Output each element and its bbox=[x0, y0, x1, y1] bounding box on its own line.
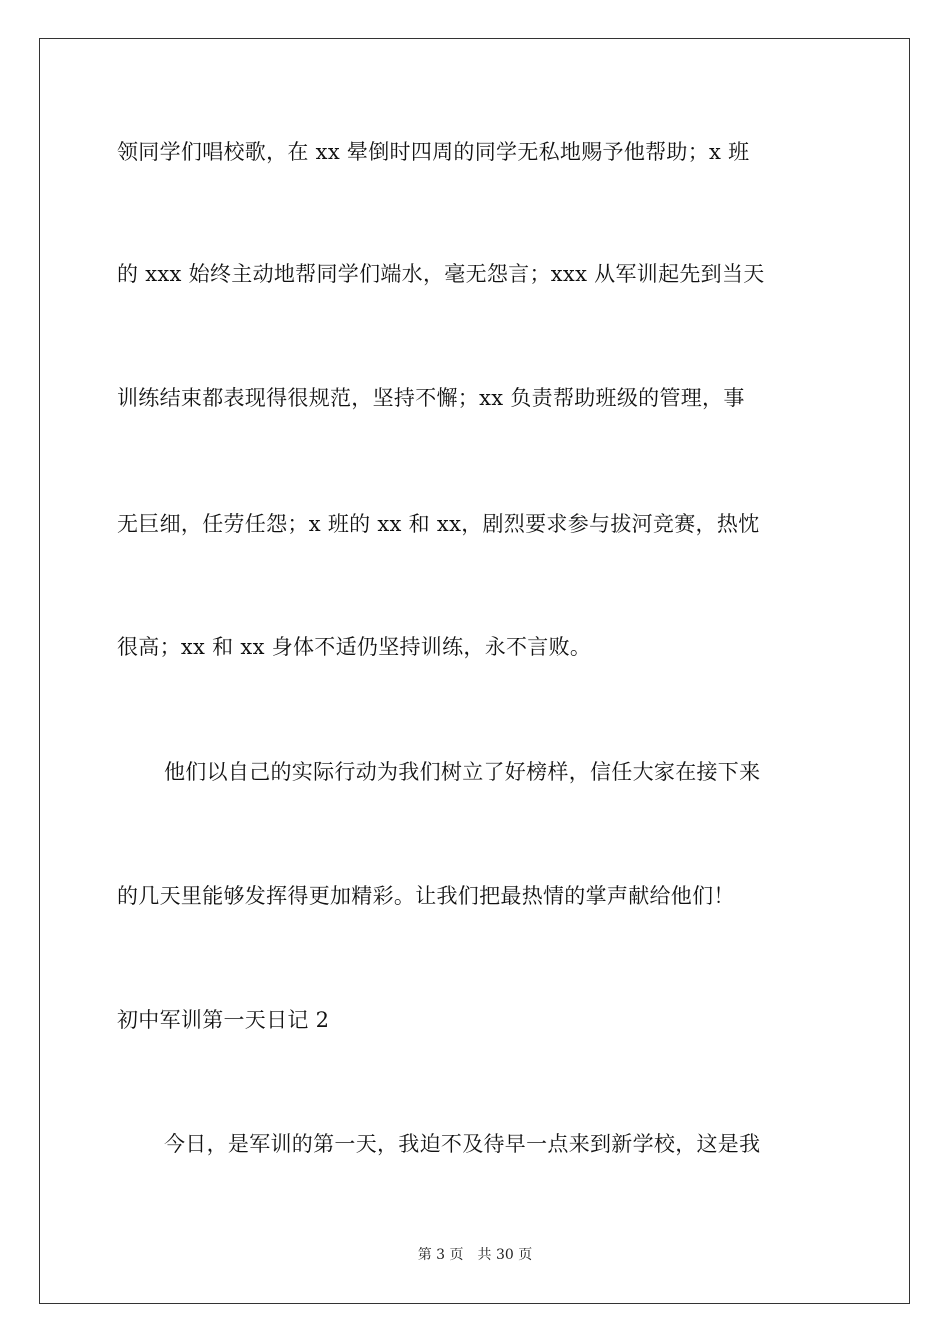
paragraph-line: 领同学们唱校歌，在 xx 晕倒时四周的同学无私地赐予他帮助；x 班 bbox=[117, 140, 750, 164]
page-number: 第 3 页 bbox=[417, 1247, 464, 1263]
paragraph-line: 无巨细，任劳任怨；x 班的 xx 和 xx，剧烈要求参与拔河竞赛，热忱 bbox=[117, 512, 760, 536]
paragraph-line: 的 xxx 始终主动地帮同学们端水，毫无怨言；xxx 从军训起先到当天 bbox=[117, 262, 765, 286]
paragraph-line: 他们以自己的实际行动为我们树立了好榜样，信任大家在接下来 bbox=[164, 760, 761, 784]
section-heading: 初中军训第一天日记 2 bbox=[117, 1008, 330, 1032]
page-total: 共 30 页 bbox=[477, 1247, 533, 1263]
page-footer bbox=[0, 1246, 950, 1264]
paragraph-line: 很高；xx 和 xx 身体不适仍坚持训练，永不言败。 bbox=[117, 635, 592, 659]
page-border bbox=[39, 38, 910, 1304]
paragraph-line: 的几天里能够发挥得更加精彩。让我们把最热情的掌声献给他们！ bbox=[117, 884, 735, 908]
paragraph-line: 训练结束都表现得很规范，坚持不懈；xx 负责帮助班级的管理，事 bbox=[117, 386, 745, 410]
paragraph-line: 今日，是军训的第一天，我迫不及待早一点来到新学校，这是我 bbox=[164, 1132, 761, 1156]
